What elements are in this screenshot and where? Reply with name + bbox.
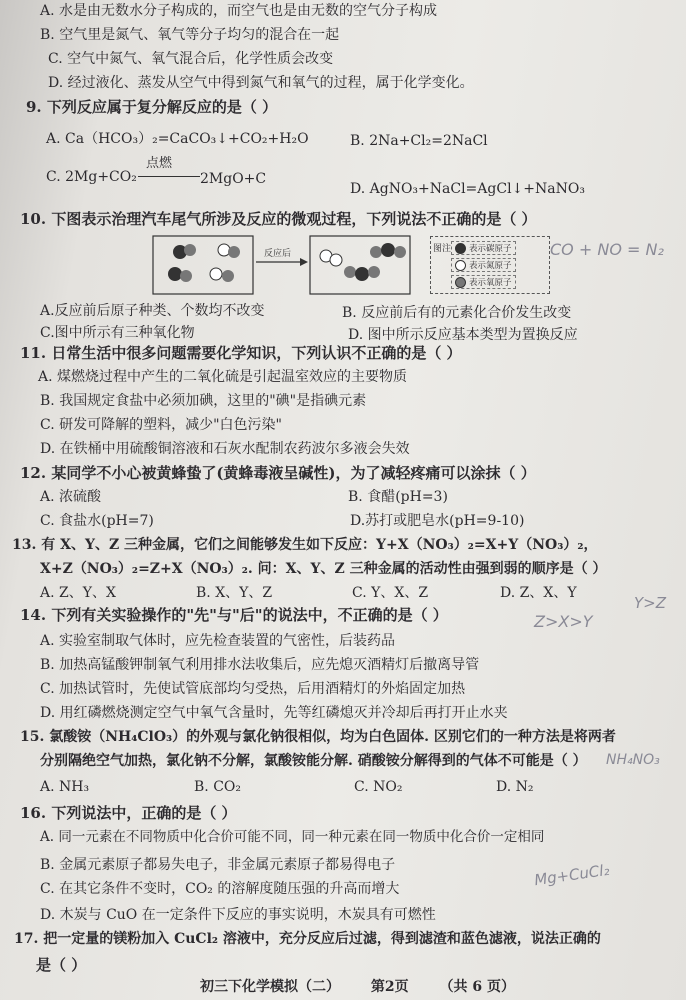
q15-option-d: D. N₂ bbox=[496, 779, 534, 795]
q14-option-b: B. 加热高锰酸钾制氧气利用排水法收集后，应先熄灭酒精灯后撤离导管 bbox=[40, 657, 480, 673]
carbon-atom bbox=[381, 243, 395, 257]
q9-option-a: A. Ca（HCO₃）₂=CaCO₃↓+CO₂+H₂O bbox=[46, 131, 309, 147]
oxygen-atom bbox=[344, 266, 356, 278]
q13-handwriting-2: Z>X>Y bbox=[534, 612, 593, 631]
reactant-box bbox=[153, 236, 253, 294]
reaction-arrow-head bbox=[300, 258, 308, 266]
legend-label: 表示氧原子 bbox=[469, 278, 512, 288]
q11-option-c: C. 研发可降解的塑料，减少"白色污染" bbox=[40, 417, 282, 433]
q9-option-c-condition: 点燃 bbox=[146, 156, 173, 171]
q10-option-c: C.图中所示有三种氧化物 bbox=[40, 325, 195, 341]
q10-option-b: B. 反应前后有的元素化合价发生改变 bbox=[342, 305, 572, 321]
q16-option-c: C. 在其它条件不变时，CO₂ 的溶解度随压强的升高而增大 bbox=[40, 881, 400, 897]
legend-nitrogen bbox=[451, 258, 516, 272]
oxygen-atom bbox=[222, 270, 234, 282]
q13-stem-line2: X+Z（NO₃）₂=Z+X（NO₃）₂. 问：X、Y、Z 三种金属的活动性由强到弱的顺序是（ ） bbox=[40, 561, 607, 577]
q15-option-c: C. NO₂ bbox=[354, 779, 403, 795]
q13-stem-line1: 13. 有 X、Y、Z 三种金属，它们之间能够发生如下反应：Y+X（NO₃）₂=X+Y（NO₃）₂， bbox=[12, 537, 598, 553]
reaction-arrow-label: 反应后 bbox=[264, 249, 292, 259]
q15-stem-line2: 分别隔绝空气加热，氯化钠不分解，氯酸铵能分解. 硝酸铵分解得到的气体不可能是（ ） bbox=[40, 753, 587, 769]
q14-option-c: C. 加热试管时，先使试管底部均匀受热，后用酒精灯的外焰固定加热 bbox=[40, 681, 466, 697]
q17-stem-line2: 是（ ） bbox=[36, 956, 87, 974]
q14-stem: 14. 下列有关实验操作的"先"与"后"的说法中，不正确的是（ ） bbox=[20, 606, 448, 624]
q11-option-d: D. 在铁桶中用硫酸铜溶液和石灰水配制农药波尔多液会失效 bbox=[40, 441, 410, 457]
q9-option-d: D. AgNO₃+NaCl=AgCl↓+NaNO₃ bbox=[350, 181, 585, 197]
oxygen-atom bbox=[228, 246, 240, 258]
q16-stem: 16. 下列说法中，正确的是（ ） bbox=[20, 804, 237, 822]
reactant-molecules bbox=[168, 244, 240, 282]
oxygen-atom bbox=[394, 246, 406, 258]
footer-total-pages: （共 6 页） bbox=[439, 979, 515, 995]
q10-option-a: A.反应前后原子种类、个数均不改变 bbox=[40, 303, 265, 319]
q16-handwriting: Mg+CuCl₂ bbox=[533, 860, 611, 890]
page-footer bbox=[200, 976, 541, 996]
q9-reaction-arrow bbox=[138, 176, 200, 177]
oxygen-dot-icon bbox=[455, 277, 466, 288]
q11-option-a: A. 煤燃烧过程中产生的二氧化硫是引起温室效应的主要物质 bbox=[38, 369, 408, 385]
nitrogen-atom bbox=[218, 244, 230, 256]
q9-option-b: B. 2Na+Cl₂=2NaCl bbox=[350, 133, 488, 149]
q9-stem: 9. 下列反应属于复分解反应的是（ ） bbox=[26, 98, 278, 116]
q12-stem: 12. 某同学不小心被黄蜂蛰了(黄蜂毒液呈碱性)，为了减轻疼痛可以涂抹（ ） bbox=[20, 464, 536, 482]
q15-option-b: B. CO₂ bbox=[194, 779, 241, 795]
q15-stem-line1: 15. 氯酸铵（NH₄ClO₃）的外观与氯化钠很相似，均为白色固体. 区别它们的一种方法是将两者 bbox=[20, 729, 616, 745]
q10-legend bbox=[430, 236, 550, 294]
nitrogen-atom bbox=[330, 254, 342, 266]
q8-option-d: D. 经过液化、蒸发从空气中得到氮气和氧气的过程，属于化学变化。 bbox=[48, 75, 474, 91]
q16-option-a: A. 同一元素在不同物质中化合价可能不同，同一种元素在同一物质中化合价一定相同 bbox=[40, 829, 545, 845]
q14-option-a: A. 实验室制取气体时，应先检查装置的气密性，后装药品 bbox=[40, 633, 396, 649]
legend-label: 表示氮原子 bbox=[469, 261, 512, 271]
nitrogen-dot-icon bbox=[455, 260, 466, 271]
oxygen-atom bbox=[184, 244, 196, 256]
product-molecules bbox=[320, 243, 406, 281]
legend-oxygen bbox=[451, 275, 516, 289]
footer-title: 初三下化学模拟（二） bbox=[200, 979, 340, 995]
q13-option-c: C. Y、X、Z bbox=[352, 585, 429, 601]
q12-option-b: B. 食醋(pH=3) bbox=[348, 489, 448, 505]
carbon-atom bbox=[168, 267, 182, 281]
q13-option-d: D. Z、X、Y bbox=[500, 585, 577, 601]
legend-title: 图注 bbox=[433, 244, 452, 254]
oxygen-atom bbox=[180, 270, 192, 282]
oxygen-atom bbox=[368, 266, 380, 278]
q13-option-a: A. Z、Y、X bbox=[40, 585, 116, 601]
q10-stem: 10. 下图表示治理汽车尾气所涉及反应的微观过程，下列说法不正确的是（ ） bbox=[20, 210, 537, 228]
q12-option-c: C. 食盐水(pH=7) bbox=[40, 513, 154, 529]
footer-page-number: 第2页 bbox=[370, 979, 409, 995]
carbon-atom bbox=[355, 267, 369, 281]
q8-option-c: C. 空气中氮气、氧气混合后，化学性质会改变 bbox=[48, 51, 334, 67]
q13-option-b: B. X、Y、Z bbox=[196, 585, 273, 601]
legend-carbon bbox=[451, 241, 516, 255]
q8-option-b: B. 空气里是氮气、氧气等分子均匀的混合在一起 bbox=[40, 27, 340, 43]
oxygen-atom bbox=[370, 246, 382, 258]
q8-option-a: A. 水是由无数水分子构成的，而空气也是由无数的空气分子构成 bbox=[40, 3, 438, 19]
q10-option-d: D. 图中所示反应基本类型为置换反应 bbox=[348, 327, 578, 343]
q12-option-a: A. 浓硫酸 bbox=[40, 489, 102, 505]
q11-stem: 11. 日常生活中很多问题需要化学知识，下列认识不正确的是（ ） bbox=[20, 344, 462, 362]
q12-option-d: D.苏打或肥皂水(pH=9-10) bbox=[350, 513, 525, 529]
q15-option-a: A. NH₃ bbox=[40, 779, 90, 795]
carbon-dot-icon bbox=[455, 243, 466, 254]
q15-handwriting: NH₄NO₃ bbox=[606, 752, 660, 768]
q9-option-c-left: C. 2Mg+CO₂ bbox=[46, 169, 137, 185]
q17-stem-line1: 17. 把一定量的镁粉加入 CuCl₂ 溶液中，充分反应后过滤，得到滤渣和蓝色滤液，说法正确的 bbox=[14, 931, 601, 947]
q14-option-d: D. 用红磷燃烧测定空气中氧气含量时，先等红磷熄灭并冷却后再打开止水夹 bbox=[40, 705, 508, 721]
legend-label: 表示碳原子 bbox=[469, 244, 512, 254]
q9-option-c-right: 2MgO+C bbox=[200, 171, 267, 187]
q16-option-b: B. 金属元素原子都易失电子，非金属元素原子都易得电子 bbox=[40, 857, 396, 873]
q16-option-d: D. 木炭与 CuO 在一定条件下反应的事实说明，木炭具有可燃性 bbox=[40, 907, 436, 923]
nitrogen-atom bbox=[210, 268, 222, 280]
q13-handwriting-1: Y>Z bbox=[634, 594, 667, 612]
product-box bbox=[310, 236, 410, 294]
q10-handwriting: CO + NO = N₂ bbox=[550, 240, 664, 259]
q11-option-b: B. 我国规定食盐中必须加碘，这里的"碘"是指碘元素 bbox=[40, 393, 367, 409]
